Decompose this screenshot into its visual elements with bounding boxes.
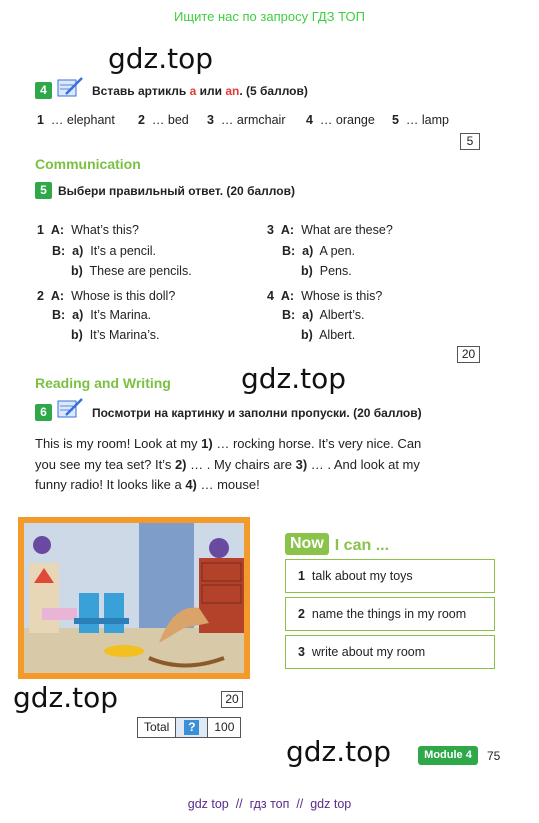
module-badge: Module 4 xyxy=(418,746,478,765)
reading-line-2: you see my tea set? It’s 2) … . My chairs are 3) … . And look at my xyxy=(35,457,420,472)
notebook-pencil-icon xyxy=(56,76,84,98)
total-value: 100 xyxy=(214,720,235,734)
page-number: 75 xyxy=(487,749,501,763)
footer-text: gdz top // гдз топ // gdz top xyxy=(187,797,352,811)
room-illustration xyxy=(18,517,250,679)
section-heading-reading-writing: Reading and Writing xyxy=(35,375,171,391)
q3-answer-a: B: a) A pen. xyxy=(282,244,355,258)
task4-item-4: 4 … orange xyxy=(306,113,375,127)
q2-answer-b: b) It’s Marina’s. xyxy=(71,328,160,342)
q2-answer-a: B: a) It’s Marina. xyxy=(52,308,152,322)
q3-answer-b: b) Pens. xyxy=(301,264,352,278)
task4-item-3: 3 … armchair xyxy=(207,113,286,127)
score-box-task6: 20 xyxy=(221,691,243,708)
task-number-5: 5 xyxy=(35,182,52,199)
q1-question: 1 A: What’s this? xyxy=(37,223,139,237)
q3-question: 3 A: What are these? xyxy=(267,223,393,237)
task4-item-1: 1 … elephant xyxy=(37,113,115,127)
q4-answer-b: b) Albert. xyxy=(301,328,356,342)
reading-line-3: funny radio! It looks like a 4) … mouse! xyxy=(35,477,260,492)
now-label: Now xyxy=(285,533,329,555)
task-number-4: 4 xyxy=(35,82,52,99)
task5-title: Выбери правильный ответ. (20 баллов) xyxy=(58,184,295,198)
watermark: gdz.top xyxy=(286,735,392,768)
i-can-item: 2 name the things in my room xyxy=(285,597,495,631)
watermark: gdz.top xyxy=(13,681,119,714)
notebook-pencil-icon xyxy=(56,397,84,419)
i-can-item: 3 write about my room xyxy=(285,635,495,669)
i-can-item: 1 talk about my toys xyxy=(285,559,495,593)
total-table xyxy=(137,717,241,738)
task4-item-2: 2 … bed xyxy=(138,113,189,127)
q4-question: 4 A: Whose is this? xyxy=(267,289,383,303)
task4-item-5: 5 … lamp xyxy=(392,113,449,127)
score-box-task4: 5 xyxy=(460,133,480,150)
now-i-can-panel xyxy=(285,525,495,673)
q2-question: 2 A: Whose is this doll? xyxy=(37,289,176,303)
total-label: Total xyxy=(138,718,176,737)
task4-title: Вставь артикль a или an. (5 баллов) xyxy=(92,84,308,98)
q1-answer-a: B: a) It’s a pencil. xyxy=(52,244,157,258)
section-heading-communication: Communication xyxy=(35,156,141,172)
top-banner: Ищите нас по запросу ГДЗ ТОП xyxy=(174,9,365,24)
watermark: gdz.top xyxy=(108,42,214,75)
reading-line-1: This is my room! Look at my 1) … rocking horse. It’s very nice. Can xyxy=(35,436,422,451)
i-can-label: I can ... xyxy=(334,537,390,554)
task6-title: Посмотри на картинку и заполни пропуски. (20 баллов) xyxy=(92,406,422,420)
q1-answer-b: b) These are pencils. xyxy=(71,264,192,278)
score-box-task5: 20 xyxy=(457,346,480,363)
q4-answer-a: B: a) Albert’s. xyxy=(282,308,365,322)
task-number-6: 6 xyxy=(35,404,52,421)
watermark: gdz.top xyxy=(241,362,347,395)
question-icon: ? xyxy=(176,718,208,737)
